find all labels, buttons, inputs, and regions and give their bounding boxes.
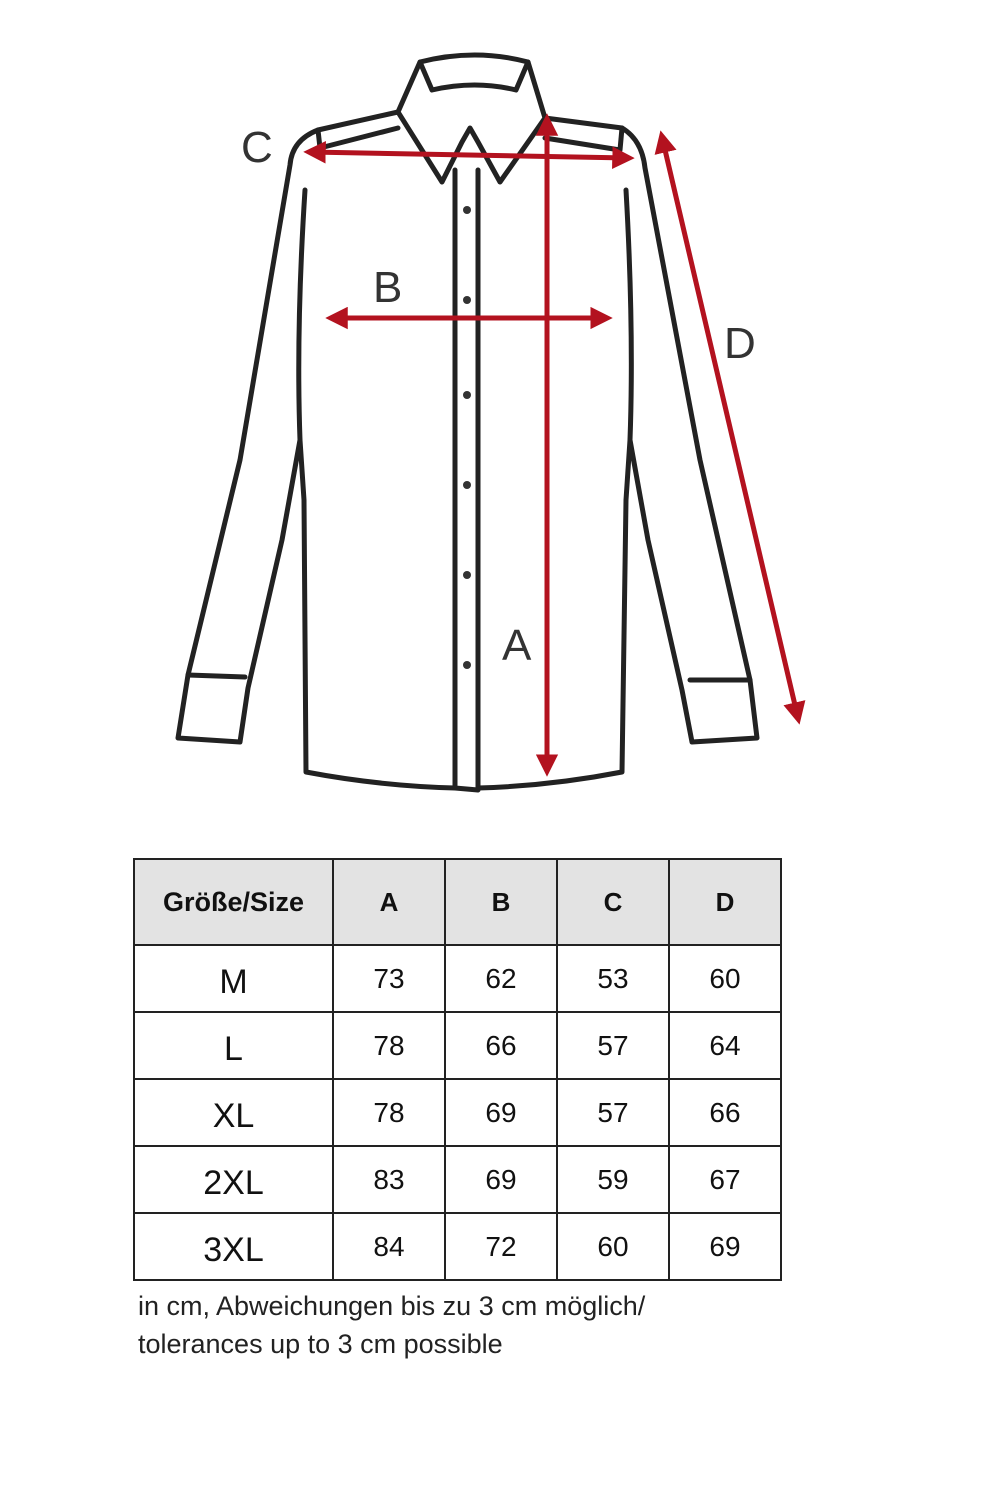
table-row xyxy=(134,1079,781,1146)
value-a: 73 xyxy=(333,945,445,1012)
value-c: 57 xyxy=(557,1012,669,1079)
value-a: 78 xyxy=(333,1079,445,1146)
value-d: 67 xyxy=(669,1146,781,1213)
value-c: 60 xyxy=(557,1213,669,1280)
value-b: 69 xyxy=(445,1079,557,1146)
note-line-1: in cm, Abweichungen bis zu 3 cm möglich/ xyxy=(138,1291,646,1321)
value-c: 59 xyxy=(557,1146,669,1213)
header-b: B xyxy=(445,859,557,945)
value-c: 53 xyxy=(557,945,669,1012)
value-b: 69 xyxy=(445,1146,557,1213)
value-d: 66 xyxy=(669,1079,781,1146)
buttons xyxy=(463,206,471,669)
note-line-2: tolerances up to 3 cm possible xyxy=(138,1329,503,1359)
value-c: 57 xyxy=(557,1079,669,1146)
size-cell: XL xyxy=(134,1079,333,1146)
table-row xyxy=(134,945,781,1012)
value-d: 64 xyxy=(669,1012,781,1079)
label-d: D xyxy=(724,319,756,368)
table-row xyxy=(134,1146,781,1213)
value-a: 84 xyxy=(333,1213,445,1280)
size-table xyxy=(133,858,782,1281)
measurement-arrows xyxy=(310,120,798,770)
arrow-c-shoulder xyxy=(310,152,628,158)
value-b: 66 xyxy=(445,1012,557,1079)
header-d: D xyxy=(669,859,781,945)
label-a: A xyxy=(502,621,532,670)
value-b: 72 xyxy=(445,1213,557,1280)
arrow-d-sleeve xyxy=(662,137,798,718)
value-d: 69 xyxy=(669,1213,781,1280)
value-b: 62 xyxy=(445,945,557,1012)
value-d: 60 xyxy=(669,945,781,1012)
size-cell: 3XL xyxy=(134,1213,333,1280)
size-cell: L xyxy=(134,1012,333,1079)
tolerance-note xyxy=(138,1287,645,1363)
table-row xyxy=(134,1012,781,1079)
size-cell: 2XL xyxy=(134,1146,333,1213)
header-size: Größe/Size xyxy=(134,859,333,945)
table-row xyxy=(134,1213,781,1280)
header-c: C xyxy=(557,859,669,945)
table-header-row xyxy=(134,859,781,945)
size-cell: M xyxy=(134,945,333,1012)
label-c: C xyxy=(241,123,273,172)
label-b: B xyxy=(373,263,403,312)
value-a: 83 xyxy=(333,1146,445,1213)
header-a: A xyxy=(333,859,445,945)
value-a: 78 xyxy=(333,1012,445,1079)
